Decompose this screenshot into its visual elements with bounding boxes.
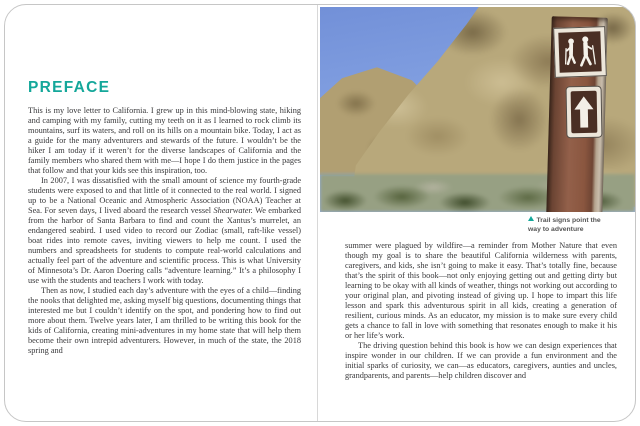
page-divider [317,5,318,421]
hiking-trail-sign [553,26,607,78]
photo-caption-text: Trail signs point the way to adventure [528,217,601,233]
up-arrow-icon [571,91,598,133]
triangle-up-icon [528,216,534,221]
two-hikers-icon [558,31,601,72]
page-title: PREFACE [28,79,111,96]
right-page-text [345,241,617,381]
paragraph-text: In 2007, I was dissatisfied with the small amount of science my fourth-grade students were exposed to and that little of it connected to the real world. I signed up to be a National Oceanic and Atmospheric Association (NOAA) Teacher at Sea. For seven days, I lived aboard the research vessel [28,176,301,215]
vessel-name-italic: Shearwater. [213,206,253,215]
paragraph: This is my love letter to California. I grew up in this mind-blowing state, hiking and camping with my family, cutting my teeth on it as I learned to rock climb its mountains, surf its waters, and roll on its hills on a mountain bike. Today, I act as a guide for the many adventurers and stewards of the future. I wouldn’t be the hiker I am today if it weren’t for the diverse landscapes of California and the family members who shared them with me—I hope I do them justice in the pages that follow and that your kids see this inspiration, too. [28,106,301,175]
left-page-text [28,106,301,356]
paragraph: The driving question behind this book is how we can design experiences that inspire wonder in our children. If we can provide a fun environment and the initial sparks of curiosity, we can—as educators, caregivers, aunties and uncles, grandparents, and parents—help children discover and [345,341,617,380]
book-spread [4,4,636,422]
paragraph [28,176,301,286]
paragraph-text: We embarked from the harbor of Santa Barbara to find and count the Xantus’s murrelet, an endangered seabird. I used video to record our Zodiac (small, raft-like vessel) boat rides into remote caves, inviting viewers to help me count. I used the numbers and spreadsheets for students to compute real-world calculations and actually feel part of the adventure and scientific process. This is what University of Minnesota’s Dr. Aaron Doering calls “adventure learning.” It’s a philosophy I use with the students and teachers I work with today. [28,206,302,285]
trail-photo [320,7,635,212]
paragraph: summer were plagued by wildfire—a reminder from Mother Nature that even though my goal is to share the beautiful California wilderness with parents, caregivers, and kids, she isn’t going to make it easy. That’s totally fine, because that’s the spirit of this book—not only enjoying getting out and getting dirty but learning to be okay with all kinds of weather, things not working out according to your original plan, and pivoting instead of giving up. I hope to impart this life lesson and spark this adventurous spirit in all kids, creating a generation of resilient, curious minds. As an educator, my mission is to make sure every child gets a chance to fall in love with something that resonates enough to make it his or her life’s work. [345,241,617,340]
paragraph: Then as now, I studied each day’s adventure with the eyes of a child—finding the nooks that delighted me, asking myself big questions, documenting things that interested me but I couldn’t identify on the spot, and pondering how to find out more about them. Twelve years later, I am thrilled to be writing this book for the kids of California, creating mini-adventures in my home state that will help them become their own intrepid adventurers. However, in much of the state, the 2018 spring and [28,286,301,355]
photo-caption [528,216,610,234]
arrow-trail-sign [566,86,603,139]
